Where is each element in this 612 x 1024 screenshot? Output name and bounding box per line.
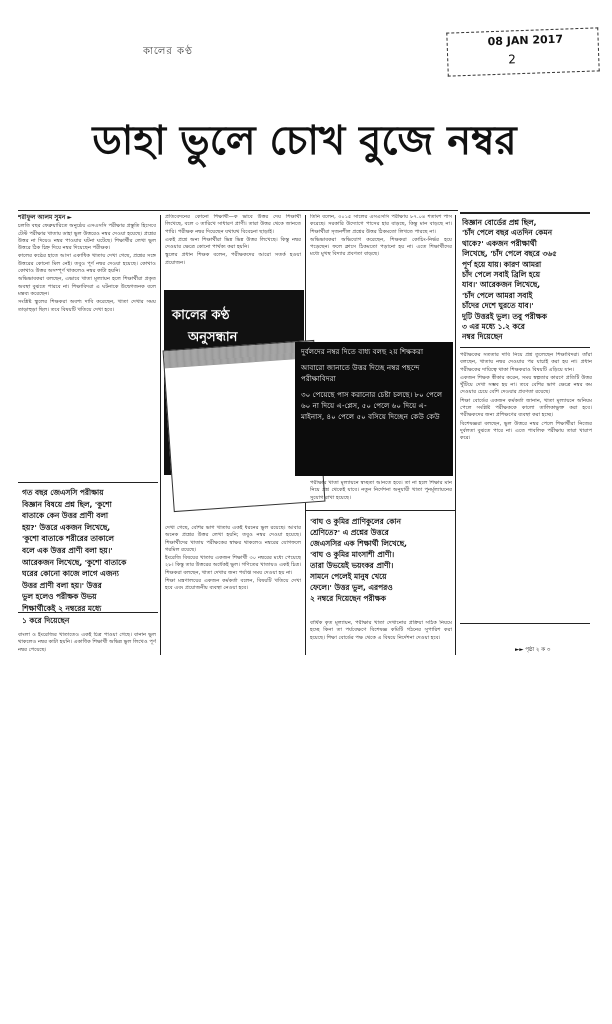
quote-line: আরেকজন লিখেছে, 'কুশো বাতাকে	[22, 557, 127, 567]
highlight-rule	[18, 482, 158, 483]
paragraph: অভিভাবকরা অভিযোগ করেছেন, শিক্ষকরা কোচিং-নির্ভর হয়ে পড়েছেন। ফলে ক্লাসে ঠিকমতো পড়ানো হয় না। এতে শিক্ষার্থীদের মধ্যে মুখস্থ বিদ্যার প্রবণতা বাড়ছে।	[310, 236, 452, 258]
quote-line: লিখেছে, 'চাঁদ পেলে বছরে ৩৬৫	[462, 249, 557, 259]
paragraph: একই প্রশ্নে অন্য শিক্ষার্থীরা ভিন্ন ভিন্ন উত্তর লিখেছে। কিন্তু নম্বর দেওয়ার ক্ষেত্রে কোনো পার্থক্য করা হয়নি।	[165, 236, 301, 251]
quote-line: ২ নম্বরে দিয়েছেন পরীক্ষক	[310, 594, 386, 603]
article-column-1	[18, 214, 156, 479]
paragraph: কালের কণ্ঠের হাতে আসা একাধিক খাতায় দেখা গেছে, প্রশ্নের সঙ্গে উত্তরের কোনো মিল নেই। তবুও পূর্ণ নম্বর দেওয়া হয়েছে। কোথাও কোথাও উত্তর অসম্পূর্ণ থাকলেও নম্বর কাটা হয়নি।	[18, 253, 156, 275]
highlight-quote-left	[22, 487, 158, 627]
quote-line: 'বাঘ ও কুমির মাংসাশী প্রাণী।	[310, 550, 395, 559]
article-column-2	[165, 214, 301, 289]
quote-line: সামনে পেলেই মানুষ খেয়ে	[310, 572, 387, 581]
article-column-3-mid	[310, 480, 452, 508]
paragraph: ইংরেজি বিষয়ের খাতায় একজন শিক্ষার্থী ৩০ নম্বরের মধ্যে পেয়েছে ২৮। কিন্তু তার উত্তরের অর্ধেকই ভুল। গণিতের খাতায়ও একই চিত্র। শিক্ষকরা বলছেন, খাতা দেখার জন্য পর্যাপ্ত সময় দেওয়া হয় না।	[165, 555, 301, 576]
highlight-quote-middle	[310, 516, 452, 611]
continued-rule	[460, 623, 590, 624]
article-column-3-bottom	[310, 620, 452, 658]
article-column-4	[460, 352, 592, 620]
quote-line: চাঁদ পেলে সবাই ব্রিলি হয়ে	[462, 270, 540, 280]
paragraph: শিক্ষা বোর্ডের একজন কর্মকর্তা জানান, খাতা মূল্যায়নে অনিয়ম পেলে সংশ্লিষ্ট পরীক্ষককে কালো তালিকাভুক্ত করা হবে। পরীক্ষকদের জন্য প্রশিক্ষণের ব্যবস্থা করা হচ্ছে।	[460, 397, 592, 419]
column-divider	[455, 215, 456, 655]
quote-line: 'চাঁদ পেলে বছর এতদিন কেমন	[462, 228, 552, 238]
paragraph: বার্ষিক কৃত মূল্যায়ন, পরীক্ষার খাতা দেখানোর প্রক্রিয়া সঠিক নিয়মে হচ্ছে কিনা তা পর্যবেক্ষণে বিশেষজ্ঞ কমিটি গঠনের সুপারিশ করা হয়েছে। শিক্ষা বোর্ডের পক্ষ থেকে এ বিষয়ে নির্দেশনা দেওয়া হবে।	[310, 620, 452, 641]
paragraph: প্রতিবেদনের কোনো শিক্ষার্থী—ক ভাবে উত্তর দেয় শিক্ষার্থী লিখেছে, বলে ৩ তারিখে সাধারণ প্রাণী। তারা উত্তর থেকে জানতে পারি। পরীক্ষক নম্বর দিয়েছেন যথাযথ বিবেচনা ছাড়াই।	[165, 214, 301, 235]
article-column-2-lower	[165, 525, 301, 660]
quote-line: থাকে?' একজন পরীক্ষার্থী	[462, 238, 537, 248]
blackbox-line: দুর্বলদের নম্বর দিতে বাধ্য বলছ ২য় শিক্ষকরা	[301, 347, 424, 356]
article-column-1-bottom	[18, 632, 156, 660]
quote-line: 'কুশো বাতাকে শরীরের তাকালে	[22, 534, 114, 544]
quote-line: বিজ্ঞান বোর্ডের প্রশ্ন ছিল,	[462, 218, 537, 227]
quote-line: বিজ্ঞান বিষয়ে প্রশ্ন ছিল, 'কুশো	[22, 499, 112, 509]
paragraph: অভিভাবকরা বলছেন, এভাবে খাতা মূল্যায়ন হলে শিক্ষার্থীরা প্রকৃত অবস্থা বুঝতে পারবে না। শিক্ষাবিদরা এ ঘটনাকে উদ্বেগজনক বলে মন্তব্য করেছেন।	[18, 276, 156, 297]
quote-line: ১ করে দিয়েছেন	[22, 615, 70, 625]
byline: শরীফুল আলম সুমন ►	[18, 214, 72, 221]
right-box-bottom-rule	[460, 347, 590, 348]
column-divider	[160, 215, 161, 655]
quote-line: নম্বর দিয়েছেন	[462, 332, 503, 342]
quote-line: শ্রেণিতে?' এ প্রশ্নের উত্তরে	[310, 528, 389, 537]
paragraph: চলতি বছর ফেব্রুয়ারিতে অনুষ্ঠেয় এসএসসি পরীক্ষার প্রস্তুতি হিসেবে টেস্ট পরীক্ষার খাতায় ডাহা ভুল উত্তরেও নম্বর দেওয়া হয়েছে। প্রশ্নের উত্তর না দিয়েও নম্বর পাওয়ার ঘটনা ঘটেছে। শিক্ষার্থীর লেখা ভুল উত্তরে ঠিক চিহ্ন দিয়ে নম্বর দিয়েছেন পরীক্ষক।	[18, 223, 156, 252]
quote-line: ঘরের কোনো কাজে লাগে এজন্য	[22, 569, 119, 579]
paragraph: শিক্ষা মন্ত্রণালয়ের একজন কর্মকর্তা বলেন, বিষয়টি খতিয়ে দেখা হবে এবং প্রয়োজনীয় ব্যবস্থা নেওয়া হবে।	[165, 578, 301, 592]
quote-line: গত বছর জেএসসি পরীক্ষায়	[22, 488, 104, 497]
quote-line: যাব।' আরেকজন লিখেছে,	[462, 280, 541, 290]
quote-line: বাতাকে কেন উত্তর প্রাণী বলা	[22, 511, 109, 521]
quote-line: ভুল হলেও পরীক্ষক উভয়	[22, 592, 97, 602]
blackbox-line: আবারো জানাতে উত্তর দিচ্ছে নম্বর পছন্দে পরীক্ষাবিদরা	[301, 363, 420, 383]
quote-line: জেএসসির এক শিক্ষার্থী লিখেছে,	[310, 539, 407, 548]
article-column-3	[310, 214, 452, 339]
quote-line: শিক্ষার্থীকেই ২ নম্বরের মধ্যে	[22, 603, 102, 613]
headline: ডাহা ভুলে চোখ বুজে নম্বর	[92, 118, 517, 164]
section-logo-title: কালের কণ্ঠ	[172, 308, 230, 323]
paragraph: একজন শিক্ষক স্বীকার করেন, সময় স্বল্পতার কারণে প্রতিটি উত্তর খুঁটিয়ে দেখা সম্ভব হয় না। তবে বেশির ভাগ ক্ষেত্রে নম্বর কম দেওয়ার চেয়ে বেশি দেওয়ার প্রবণতা রয়েছে।	[460, 374, 592, 396]
quote-line: তারা উভয়েই ভয়ংকর প্রাণী।	[310, 561, 394, 570]
top-rule	[18, 210, 458, 211]
quote-line: হয়?' উত্তরে একজন লিখেছে,	[22, 522, 111, 532]
highlight-quote-right	[462, 218, 592, 346]
continued-marker: ►► পৃষ্ঠা ২ ক ৩	[515, 647, 551, 653]
quote-line: ফেলে।' উত্তর ভুল, এরপরও	[310, 583, 393, 592]
paragraph: স্কুলের প্রধান শিক্ষক বলেন, পরীক্ষকদের আরো সতর্ক হওয়া প্রয়োজন।	[165, 252, 301, 266]
section-logo-subtitle: অনুসন্ধান	[188, 330, 238, 345]
paragraph: সংশ্লিষ্ট স্কুলের শিক্ষকরা অবশ্য দাবি করেছেন, খাতা দেখার সময় তাড়াহুড়া ছিল। তবে বিষয়টি খতিয়ে দেখা হবে।	[18, 299, 156, 313]
date-stamp	[446, 27, 599, 76]
quote-line: বলে এক উত্তর প্রাণী বলা হয়।'	[22, 545, 113, 555]
blackbox-highlight	[295, 342, 453, 476]
quote-line: 'চাঁদ পেলে আমরা সবাই	[462, 290, 533, 300]
quote-line: চাঁদের দেশে ঘুরতে যাব।'	[462, 301, 534, 311]
paragraph: দেখা গেছে, বেশির ভাগ খাতায় একই ধরনের ভুল রয়েছে। আবার অনেক প্রশ্নের উত্তর লেখা হয়নি; তবুও নম্বর দেওয়া হয়েছে। শিক্ষার্থীদের খাতায় পরীক্ষকের স্বাক্ষর থাকলেও নম্বরের যোগফলে গরমিল রয়েছে।	[165, 525, 301, 553]
quote-line: পূর্ণ হয়ে যায়। কারণ আমরা	[462, 259, 542, 269]
quote-line: উত্তর প্রাণী বলা হয়।' উত্তর	[22, 580, 102, 590]
quote-line: 'বাঘ ও কুমির প্রাণিকুলের কোন	[310, 517, 401, 526]
right-box-rule	[460, 212, 590, 214]
paragraph: বিশেষজ্ঞরা বলছেন, ভুল উত্তরে নম্বর পেলে শিক্ষার্থীরা নিজের দুর্বলতা বুঝতে পারে না। এতে পাবলিক পরীক্ষায় তারা খারাপ করে।	[460, 420, 592, 442]
paragraph: পরীক্ষকের সততার দাবি নিয়ে প্রশ্ন তুলেছেন শিক্ষাবিদরা। তাঁরা বলছেন, খাতায় নম্বর দেওয়ার পর যাচাই করা হয় না। প্রধান পরীক্ষকের দায়িত্বে থাকা শিক্ষকরাও বিষয়টি এড়িয়ে যান।	[460, 352, 592, 373]
paragraph: তিনি বলেন, ৩০১৫ সালের এসএসসি পরীক্ষায় ৮৭.০৪ শতাংশ পাস করেছে। সরকারি উদ্যোগে পাসের হার বাড়ছে, কিন্তু মান বাড়ছে না। শিক্ষার্থীরা সৃজনশীল প্রশ্নের উত্তর ঠিকমতো লিখতে পারছে না।	[310, 214, 452, 235]
blackbox-line: ৩০ পেয়েছে পাস করানোর চেষ্টা চলছে। ৮০ পেলে ৬০ না দিয়ে এ-প্লেস, ৫০ পেলে ৬০ দিয়ে এ-মাইনাস, ৪০ পেলে ৫০ বসিয়ে দিচ্ছেন কেউ কেউ	[301, 390, 443, 421]
paragraph: বাংলা ও ইংরেজির খাতাতেও একই চিত্র পাওয়া গেছে। বানান ভুল থাকলেও নম্বর কাটা হয়নি। একাধিক শিক্ষার্থী অভিন্ন ভুল লিখেও পূর্ণ নম্বর পেয়েছে।	[18, 632, 156, 653]
stamp-date: 08 JAN 2017	[487, 32, 564, 49]
quote-line: দুটি উত্তরই ভুল। তবু পরীক্ষক	[462, 311, 547, 321]
quote-rule	[305, 510, 455, 511]
stamp-page: 2	[508, 52, 517, 67]
quote-line: ৩ এর মধ্যে ১.২ করে	[462, 322, 525, 332]
newspaper-masthead: কালের কণ্ঠ	[143, 46, 193, 57]
paragraph: পরীক্ষার খাতা মূল্যায়নে স্বচ্ছতা আনতে হবে। তা না হলে শিক্ষার মান নিয়ে প্রশ্ন থেকেই যাবে। নতুন নির্দেশনা অনুযায়ী খাতা পুনর্মূল্যায়নের সুযোগ রাখা হয়েছে।	[310, 480, 452, 501]
